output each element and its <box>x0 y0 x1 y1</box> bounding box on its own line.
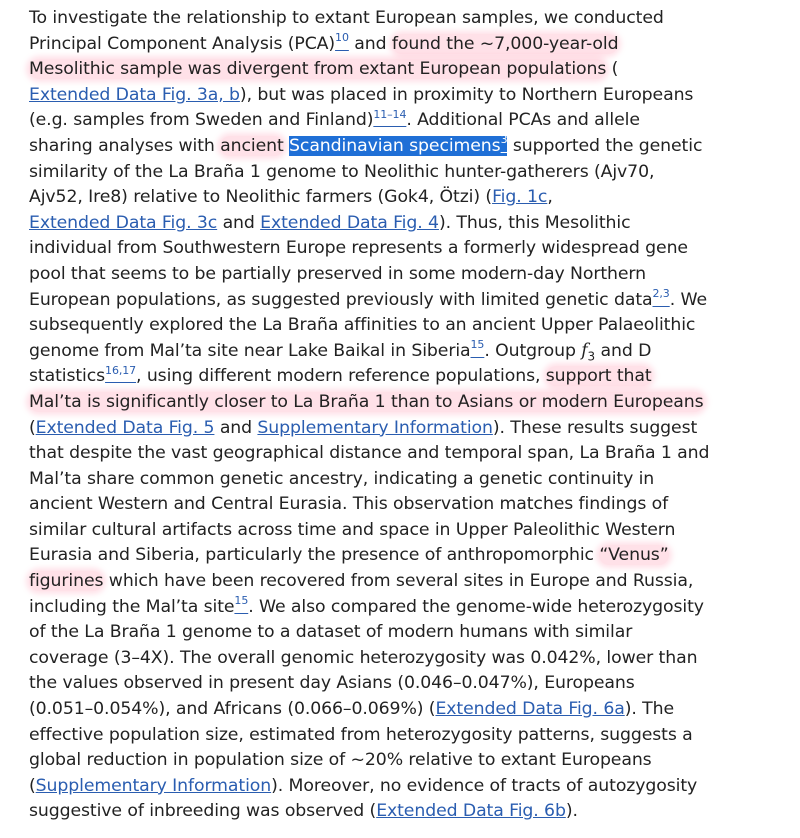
text-run: supported the genetic <box>507 135 703 156</box>
text-run: . Outgroup <box>484 340 582 361</box>
text-run: . Additional PCAs and allele <box>406 110 640 131</box>
text-line <box>29 134 791 160</box>
text-run: Principal Component Analysis (PCA) <box>29 33 336 54</box>
text-run: subsequently explored the La Braña affinities to an ancient Upper Palaeolithic <box>29 315 696 336</box>
reference-link[interactable]: Extended Data Fig. 3a, b <box>29 84 240 105</box>
highlighted-text: “Venus” <box>599 545 669 566</box>
reference-link[interactable]: Fig. 1c <box>492 187 548 208</box>
selected-text[interactable] <box>289 133 508 156</box>
article-paragraph <box>29 6 791 825</box>
text-run: . We also compared the genome-wide heterozygosity <box>248 596 704 617</box>
text-line <box>29 467 791 493</box>
text-line <box>29 697 791 723</box>
text-line <box>29 6 791 32</box>
text-run: and <box>348 33 392 54</box>
citation-number: 16,17 <box>105 363 137 377</box>
text-run: , <box>547 187 553 208</box>
text-run: the values observed in present day Asians (0.046–0.047%), Europeans <box>29 673 635 694</box>
text-line <box>29 671 791 697</box>
text-line <box>29 236 791 262</box>
text-line <box>29 390 791 416</box>
text-run: Ajv52, Ire8) relative to Neolithic farmers (Gok4, Ötzi) ( <box>29 187 493 208</box>
text-run: (e.g. samples from Sweden and Finland) <box>29 110 374 131</box>
reference-link[interactable]: Extended Data Fig. 4 <box>260 212 439 233</box>
text-run: ). Thus, this Mesolithic <box>438 212 631 233</box>
citation-number: 15 <box>234 593 249 607</box>
text-line <box>29 185 791 211</box>
text-run: of the La Braña 1 genome to a dataset of modern humans with similar <box>29 622 633 643</box>
text-run: individual from Southwestern Europe represents a formerly widespread gene <box>29 238 688 259</box>
math-subscript: 3 <box>587 349 596 364</box>
text-run: To investigate the relationship to extant European samples, we conducted <box>29 8 664 28</box>
citation-link[interactable] <box>105 363 137 386</box>
text-run: coverage (3–4X). The overall genomic heterozygosity was 0.042%, lower than <box>29 647 698 668</box>
citation-link[interactable] <box>470 337 485 361</box>
text-line <box>29 108 791 134</box>
text-run: effective population size, estimated from heterozygosity patterns, suggests a <box>29 724 693 745</box>
text-line <box>29 83 791 109</box>
citation-number: 11–14 <box>373 107 407 121</box>
text-run: similar cultural artifacts across time and space in Upper Paleolithic Western <box>29 519 676 540</box>
text-run: Mal’ta share common genetic ancestry, indicating a genetic continuity in <box>29 468 655 489</box>
reference-link[interactable]: Supplementary Information <box>257 417 493 438</box>
text-run: global reduction in population size of ~20% relative to extant Europeans <box>29 750 652 771</box>
text-line <box>29 57 791 83</box>
citation-number: 10 <box>335 30 349 44</box>
text-line <box>29 492 791 518</box>
text-run: . We <box>669 289 707 310</box>
text-run: (0.051–0.054%), and Africans (0.066–0.069%) ( <box>29 699 436 720</box>
highlighted-text: found the ~7,000-year-old <box>391 33 619 54</box>
text-line <box>29 595 791 621</box>
text-run: ). The <box>624 699 674 720</box>
reference-link[interactable]: Supplementary Information <box>35 775 272 796</box>
text-line <box>29 313 791 339</box>
text-run: Eurasia and Siberia, particularly the presence of anthropomorphic <box>29 545 600 566</box>
text-line <box>29 620 791 646</box>
reference-link[interactable]: Extended Data Fig. 5 <box>35 417 215 438</box>
text-run: and <box>217 212 261 233</box>
text-run: genome from Mal’ta site near Lake Baikal in Siberia <box>29 340 471 361</box>
selected-text-run: Scandinavian specimens <box>289 135 501 156</box>
text-line <box>29 32 791 58</box>
text-line <box>29 646 791 672</box>
highlighted-text: figurines <box>29 571 104 592</box>
citation-link[interactable] <box>335 30 349 54</box>
citation-link[interactable] <box>234 593 249 617</box>
text-line <box>29 799 791 825</box>
text-run: ), but was placed in proximity to Northern Europeans <box>239 84 694 105</box>
citation-number: 15 <box>470 337 485 351</box>
text-run: similarity of the La Braña 1 genome to Neolithic hunter-gatherers (Ajv70, <box>29 161 655 182</box>
text-line <box>29 288 791 314</box>
text-line <box>29 569 791 595</box>
text-run: and <box>214 417 258 438</box>
text-run: and D <box>595 340 652 361</box>
highlighted-text: ancient <box>220 135 284 156</box>
text-run: sharing analyses with <box>29 135 221 156</box>
highlighted-text: Mal’ta is significantly closer to La Braña 1 than to Asians or modern Europeans <box>29 391 704 412</box>
text-run: ( <box>29 775 36 796</box>
text-line <box>29 339 791 365</box>
reference-link[interactable]: Extended Data Fig. 6a <box>435 699 625 720</box>
text-line <box>29 543 791 569</box>
text-run: ( <box>29 417 36 438</box>
text-run: ). <box>565 801 578 822</box>
text-line <box>29 364 791 390</box>
highlighted-text: support that <box>545 366 652 387</box>
text-line <box>29 518 791 544</box>
text-line <box>29 160 791 186</box>
text-line <box>29 774 791 800</box>
reference-link[interactable]: Extended Data Fig. 6b <box>376 801 566 822</box>
math-symbol: f <box>581 340 588 361</box>
citation-number: 2,3 <box>652 286 670 300</box>
text-run: ). These results suggest <box>492 417 698 438</box>
text-run: including the Mal’ta site <box>29 596 235 617</box>
text-run: statistics <box>29 366 106 387</box>
text-run: pool that seems to be partially preserved in some modern-day Northern <box>29 263 646 284</box>
text-run: ( <box>606 59 619 80</box>
citation-link[interactable] <box>373 107 407 130</box>
text-run: ). Moreover, no evidence of tracts of autozygosity <box>271 775 698 796</box>
citation-link[interactable] <box>652 286 670 310</box>
text-run: that despite the vast geographical distance and temporal span, La Braña 1 and <box>29 443 710 464</box>
citation-number: 3 <box>500 133 508 147</box>
text-line <box>29 416 791 442</box>
text-line <box>29 211 791 237</box>
text-line <box>29 748 791 774</box>
text-line <box>29 262 791 288</box>
text-run: ancient Western and Central Eurasia. This observation matches findings of <box>29 494 669 515</box>
text-line <box>29 441 791 467</box>
text-run: which have been recovered from several sites in Europe and Russia, <box>103 571 694 592</box>
text-run: , using different modern reference populations, <box>136 366 546 387</box>
highlighted-text: Mesolithic sample was divergent from extant European populations <box>29 59 607 80</box>
text-run: European populations, as suggested previously with limited genetic data <box>29 289 653 310</box>
text-line <box>29 723 791 749</box>
reference-link[interactable]: Extended Data Fig. 3c <box>29 212 218 233</box>
text-run: suggestive of inbreeding was observed ( <box>29 801 377 822</box>
